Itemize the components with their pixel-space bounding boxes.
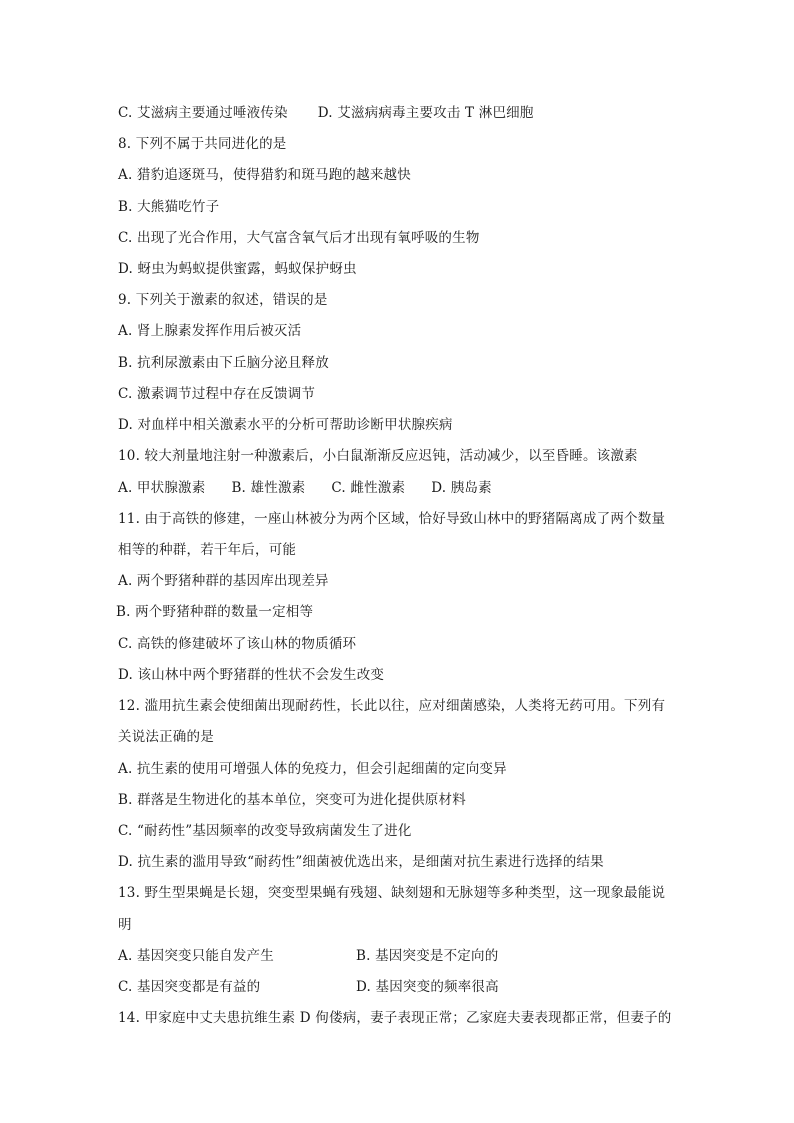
q13-option-b: B. 基因突变是不定向的 [356, 948, 499, 964]
q7-options-cd [118, 104, 534, 122]
question-11-line2: 相等的种群，若干年后，可能 [118, 542, 297, 558]
q13-options-ab [118, 947, 499, 965]
q8-option-b: B. 大熊猫吃竹子 [118, 199, 220, 215]
q11-option-a: A. 两个野猪种群的基因库出现差异 [118, 573, 329, 589]
q9-option-b: B. 抗利尿激素由下丘脑分泌且释放 [118, 355, 329, 371]
question-13-line2: 明 [118, 917, 132, 933]
q11-option-b: B. 两个野猪种群的数量一定相等 [116, 604, 314, 620]
question-12-line2: 关说法正确的是 [118, 729, 214, 745]
q9-option-c: C. 激素调节过程中存在反馈调节 [118, 386, 316, 402]
q10-option-b: B. 雄性激素 [231, 480, 306, 496]
question-10: 10. 较大剂量地注射一种激素后，小白鼠渐渐反应迟钝，活动减少，以至昏睡。该激素 [118, 448, 638, 464]
q10-options [118, 479, 492, 497]
q11-option-d: D. 该山林中两个野猪群的性状不会发生改变 [118, 667, 385, 683]
question-14: 14. 甲家庭中丈夫患抗维生素 D 佝偻病，妻子表现正常；乙家庭夫妻表现都正常，但妻子的 [118, 1010, 672, 1026]
question-9: 9. 下列关于激素的叙述，错误的是 [118, 292, 328, 308]
option-c: C. 艾滋病主要通过唾液传染 [118, 105, 288, 121]
q11-option-c: C. 高铁的修建破坏了该山林的物质循环 [118, 636, 357, 652]
question-8: 8. 下列不属于共同进化的是 [118, 136, 287, 152]
q8-option-c: C. 出现了光合作用，大气富含氧气后才出现有氧呼吸的生物 [118, 230, 480, 246]
q13-option-c: C. 基因突变都是有益的 [118, 979, 261, 995]
q13-option-a: A. 基因突变只能自发产生 [118, 948, 274, 964]
q8-option-a: A. 猎豹追逐斑马，使得猎豹和斑马跑的越来越快 [118, 167, 411, 183]
q9-option-a: A. 肾上腺素发挥作用后被灭活 [118, 323, 302, 339]
q13-option-d: D. 基因突变的频率很高 [356, 979, 499, 995]
q9-option-d: D. 对血样中相关激素水平的分析可帮助诊断甲状腺疾病 [118, 417, 453, 433]
q12-option-a: A. 抗生素的使用可增强人体的免疫力，但会引起细菌的定向变异 [118, 761, 507, 777]
question-11-line1: 11. 由于高铁的修建，一座山林被分为两个区域，恰好导致山林中的野猪隔离成了两个数量 [118, 511, 666, 527]
question-12-line1: 12. 滥用抗生素会使细菌出现耐药性，长此以往，应对细菌感染，人类将无药可用。下列有 [118, 698, 666, 714]
q10-option-c: C. 雌性激素 [331, 480, 406, 496]
option-d: D. 艾滋病病毒主要攻击 T 淋巴细胞 [317, 105, 534, 121]
q12-option-d: D. 抗生素的滥用导致“耐药性”细菌被优选出来，是细菌对抗生素进行选择的结果 [118, 854, 604, 870]
q12-option-b: B. 群落是生物进化的基本单位，突变可为进化提供原材料 [118, 792, 466, 808]
q13-options-cd [118, 978, 499, 996]
q10-option-d: D. 胰岛素 [431, 480, 492, 496]
question-13-line1: 13. 野生型果蝇是长翅，突变型果蝇有残翅、缺刻翅和无脉翅等多种类型，这一现象最能说 [118, 885, 666, 901]
q12-option-c: C. “耐药性”基因频率的改变导致病菌发生了进化 [118, 823, 412, 839]
q8-option-d: D. 蚜虫为蚂蚁提供蜜露，蚂蚁保护蚜虫 [118, 261, 357, 277]
q10-option-a: A. 甲状腺激素 [118, 480, 206, 496]
